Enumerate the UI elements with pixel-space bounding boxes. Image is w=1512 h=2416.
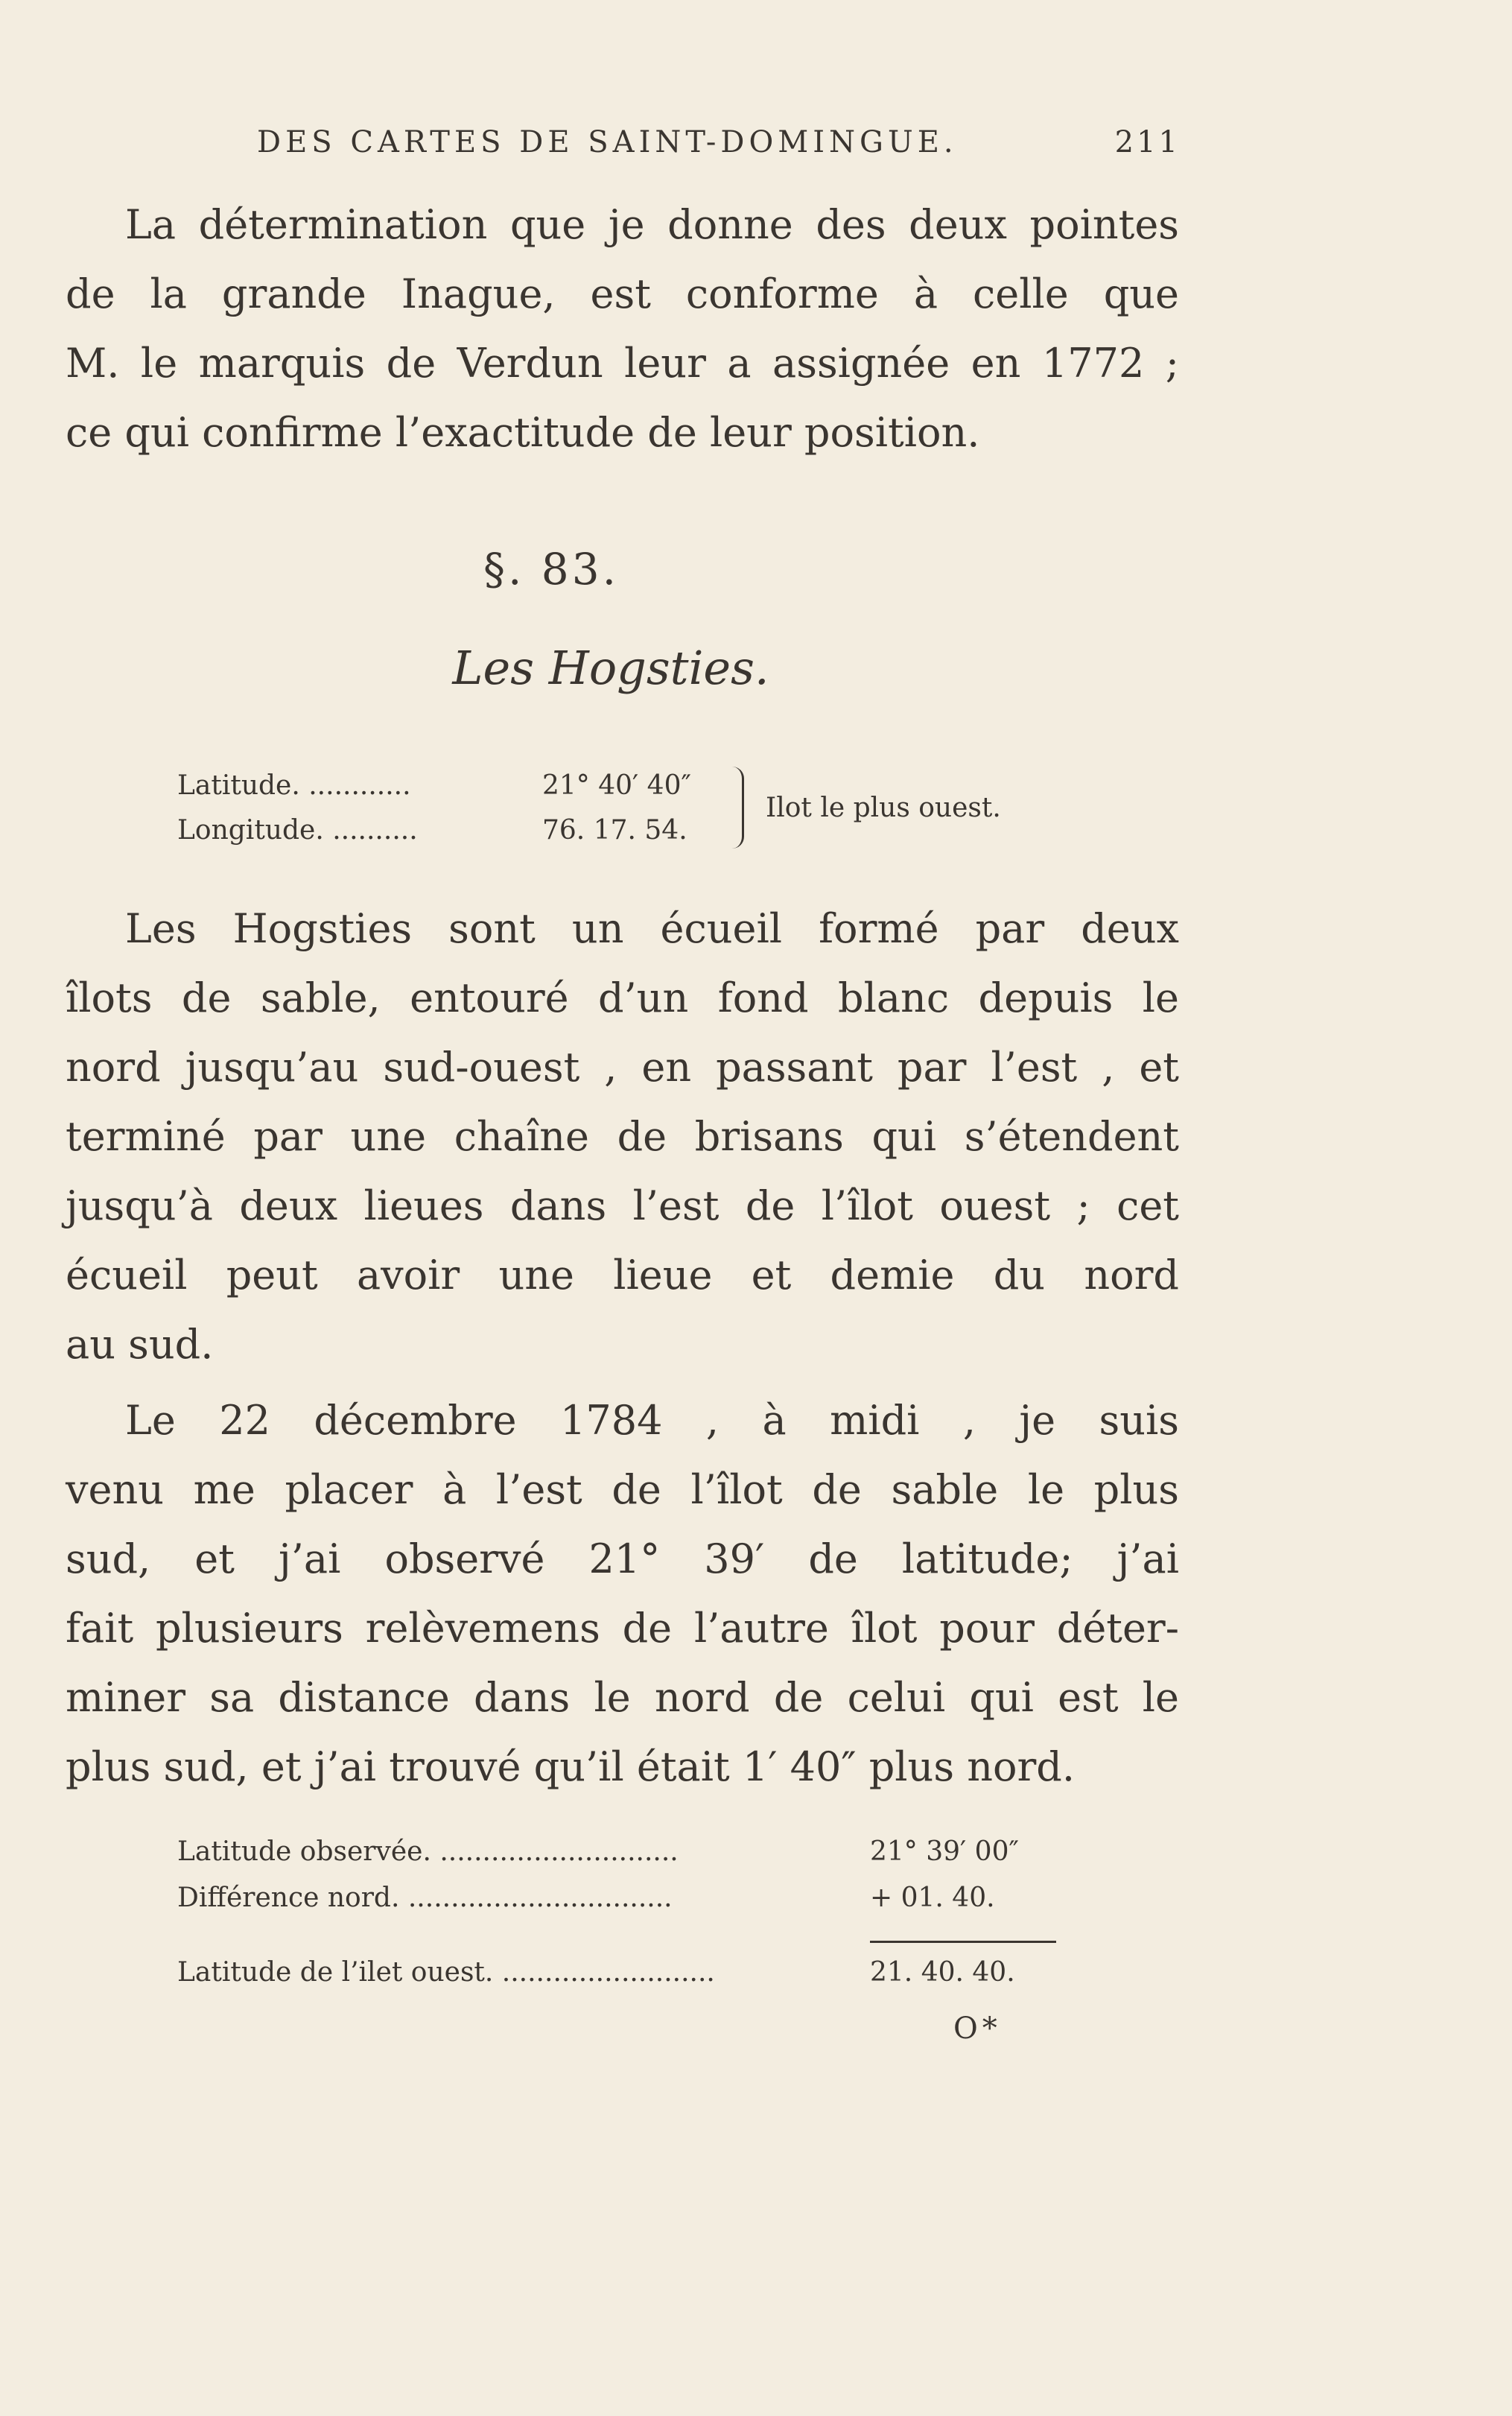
brace-icon <box>727 767 744 849</box>
table-result-row <box>177 1957 1071 2003</box>
row-label: Différence nord. ............................... <box>177 1883 673 1913</box>
result-label: Latitude de l’ilet ouest. ......................... <box>177 1957 715 1988</box>
running-title: DES CARTES DE SAINT-DOMINGUE. <box>257 125 958 159</box>
row-value: + 01. 40. <box>870 1883 995 1913</box>
text-line: îlots de sable, entouré d’un fond blanc depuis le <box>66 974 1179 1021</box>
text-line: au sud. <box>66 1321 214 1368</box>
text-line: venu me placer à l’est de l’îlot de sable le plus <box>66 1466 1179 1513</box>
text-line: miner sa distance dans le nord de celui qui est le <box>66 1674 1179 1721</box>
table-row <box>177 1836 1071 1883</box>
paragraph-hogsties <box>66 894 1179 1379</box>
row-value: 21° 39′ 00″ <box>870 1836 1019 1867</box>
text-line: Le 22 décembre 1784 , à midi , je suis <box>125 1397 1179 1444</box>
text-line: M. le marquis de Verdun leur a assignée en 1772 ; <box>66 340 1179 387</box>
latitude-value: 21° 40′ 40″ <box>542 770 691 801</box>
text-line: sud, et j’ai observé 21° 39′ de latitude; j’ai <box>66 1535 1179 1582</box>
page-number: 211 <box>1114 125 1181 159</box>
paragraph-observation <box>66 1386 1179 1801</box>
text-line: de la grande Inague, est conforme à celle que <box>66 270 1179 317</box>
text-line: écueil peut avoir une lieue et demie du nord <box>66 1252 1179 1299</box>
text-line: terminé par une chaîne de brisans qui s’étendent <box>66 1113 1179 1160</box>
sum-rule <box>870 1941 1056 1943</box>
table-row <box>177 1883 1071 1929</box>
text-line: fait plusieurs relèvemens de l’autre îlot pour déter- <box>66 1605 1179 1652</box>
paragraph-inague <box>66 190 1179 467</box>
section-title: Les Hogsties. <box>452 641 769 695</box>
text-line: jusqu’à deux lieues dans l’est de l’îlot ouest ; cet <box>66 1182 1179 1229</box>
text-line: ce qui confirme l’exactitude de leur position. <box>66 409 980 456</box>
text-line: Les Hogsties sont un écueil formé par deux <box>125 905 1179 952</box>
row-label: Latitude observée. ............................ <box>177 1836 679 1867</box>
text-line: La détermination que je donne des deux pointes <box>125 201 1179 248</box>
signature-mark: O* <box>953 2011 1002 2046</box>
section-number: §. 83. <box>483 544 620 595</box>
running-header <box>257 125 1181 170</box>
coordinates-note: Ilot le plus ouest. <box>766 793 1001 823</box>
result-value: 21. 40. 40. <box>870 1957 1015 1988</box>
latitude-label: Latitude. ............ <box>177 770 411 801</box>
observation-table <box>177 1836 1071 2003</box>
longitude-value: 76. 17. 54. <box>542 815 687 846</box>
longitude-label: Longitude. .......... <box>177 815 418 846</box>
text-line: nord jusqu’au sud-ouest , en passant par l’est , et <box>66 1044 1179 1091</box>
text-line: plus sud, et j’ai trouvé qu’il était 1′ 40″ plus nord. <box>66 1743 1076 1790</box>
